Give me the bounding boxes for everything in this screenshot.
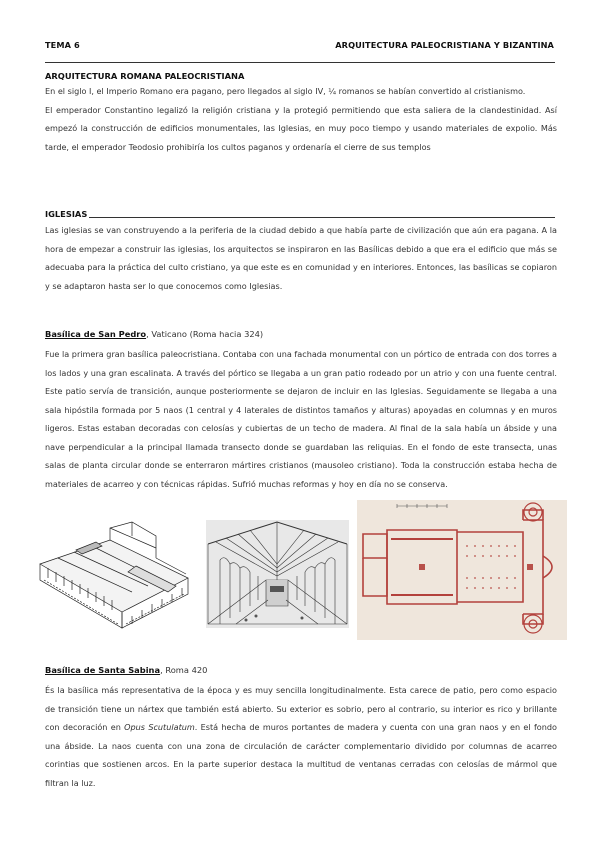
section-title: ARQUITECTURA ROMANA PALEOCRISTIANA (45, 71, 245, 81)
basilica-name: Basílica de Santa Sabina (45, 665, 161, 675)
paragraph-text: . Está hecha de muros portantes de madera y cuenta con una gran naos y en el fondo una ábside. La naos cuenta con una zona de circulación de carácter complementario dividido por columnas de acarreo corintias que sostienen arcos. En la parte superior destaca la multitud de ventanas cerradas con celosías de mármol que filtran la luz. (45, 722, 557, 788)
basilica-name: Basílica de San Pedro (45, 329, 147, 339)
header-title: ARQUITECTURA PALEOCRISTIANA Y BIZANTINA (335, 40, 554, 50)
basilica-location: , Vaticano (Roma hacia 324) (146, 329, 264, 339)
paragraph: En el siglo I, el Imperio Romano era pagano, pero llegados al siglo IV, ¼ romanos se habían convertido al cristianismo. (45, 86, 526, 96)
basilica-location: , Roma 420 (160, 665, 208, 675)
section-iglesias-heading (45, 208, 555, 220)
header-topic: TEMA 6 (45, 40, 80, 50)
paragraph: Las iglesias se van construyendo a la periferia de la ciudad debido a que había parte de civilización que aún era pagana. A la hora de empezar a construir las iglesias, los arquitectos se inspiraron en las Basílicas debido a que era el edificio que más se adecuaba para la práctica del culto cristiano, ya que este es en comunidad y en interiores. Entonces, las basílicas se copiaron y se adaptaron hasta ser lo que conocemos como Iglesias. (45, 225, 557, 291)
header-rule (45, 62, 555, 63)
italic-term: Opus Scutulatum (124, 722, 195, 732)
san-pedro-floor-plan (357, 500, 567, 640)
san-pedro-perspective-drawing (36, 520, 196, 638)
section-paleochristian (45, 70, 557, 156)
paragraph-text: És la basílica más representativa de la época y es muy sencilla longitudinalmente. Esta carece de patio, pero como espacio de transición tiene un nártex que también está abierto. Su exterior es sobrio, pero al contrario, su interior es rico y brillante con decoración en (45, 685, 557, 732)
san-pedro-interior-engraving (206, 520, 349, 628)
san-pedro-section (45, 327, 557, 493)
section-iglesias (45, 221, 557, 295)
section-title: IGLESIAS (45, 209, 88, 219)
heading-rule (89, 217, 555, 218)
santa-sabina-section (45, 663, 557, 792)
paragraph: El emperador Constantino legalizó la religión cristiana y la protegió permitiendo que esta saliera de la clandestinidad. Así empezó la construcción de edificios monumentales, las Iglesias, en muy poco tiempo y usando materiales de expolio. Más tarde, el emperador Teodosio prohibiría los cultos paganos y ordenaría el cierre de sus templos (45, 104, 557, 152)
subsection-heading (45, 663, 557, 677)
paragraph (45, 681, 557, 792)
subsection-heading (45, 327, 557, 341)
paragraph: Fue la primera gran basílica paleocristiana. Contaba con una fachada monumental con un pórtico de entrada con dos torres a los lados y una gran escalinata. A través del pórtico se llegaba a un gran patio rodeado por un atrio y con una fuente central. Este patio servía de transición, aunque posteriormente se dejaron de incluir en las Iglesias. Seguidamente se llegaba a una sala hipóstila formada por 5 naos (1 central y 4 laterales de distintos tamaños y alturas) apoyadas en columnas y en muros ligeros. Estas estaban decoradas con celosías y cubiertas de un techo de madera. Al final de la sala había un ábside y una nave perpendicular a la principal llamada transecto donde se guardaban las reliquias. En el fondo de este transecta, unas salas de planta circular donde se enterraron mártires cristianos (mausoleo cristiano). Toda la construcción estaba hecha de materiales de acarreo y con técnicas rápidas. Sufrió muchas reformas y hoy en día no se conserva. (45, 349, 557, 489)
